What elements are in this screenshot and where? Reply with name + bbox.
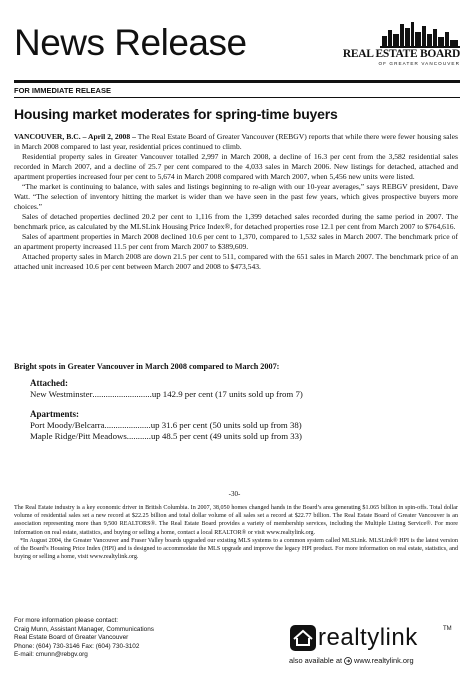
- bright-spots-list: [30, 378, 410, 442]
- board-logo: [340, 20, 460, 74]
- release-label: FOR IMMEDIATE RELEASE: [14, 86, 111, 95]
- headline: Housing market moderates for spring-time buyers: [14, 106, 338, 122]
- contact-line: For more information please contact:: [14, 617, 119, 624]
- realtylink-logo: [285, 624, 460, 670]
- realtylink-url[interactable]: www.realtylink.org: [354, 656, 414, 665]
- area-value: up 31.6 per cent (50 units sold up from 38): [150, 420, 302, 430]
- paragraph: Attached property sales in March 2008 are down 21.5 per cent to 511, compared with the 651 sales in March 2007. The benchmark price of an attached unit increased 10.6 per cent between March 2007 and 2008 to $473,543.: [14, 252, 458, 271]
- trademark-mark: TM: [443, 626, 452, 632]
- page-title: News Release: [14, 22, 247, 63]
- area-value: up 142.9 per cent (17 units sold up from 7): [151, 389, 303, 399]
- footer-notes: [14, 504, 458, 561]
- contact-block: [14, 617, 154, 660]
- dot-leader: .....................: [104, 420, 151, 430]
- contact-line: Phone: (604) 730-3146 Fax: (604) 730-3102: [14, 642, 140, 650]
- footer-paragraph: The Real Estate industry is a key economic driver in British Columbia. In 2007, 38,050 homes changed hands in the Board’s area generating $1.065 billion in spin-offs. Total dollar volume of residential sales set a new record at $22.25 billion and total dollar volume of all sales set a record at $22.77 billion. The Real Estate Board of Greater Vancouver is an association representing more than 9,500 REALTORS®. The Real Estate Board provides a variety of membership services, including the Multiple Listing Service®. For more information on real estate, statistics, and buying or selling a home, contact a local REALTOR® or visit www.realtylink.org.: [14, 505, 458, 536]
- paragraph: “The market is continuing to balance, with sales and listings beginning to re-align with our 10-year averages,” says REBGV president, Dave Watt. “The selection of inventory hitting the market is wider than we have seen in the past few years, which gives prospective buyers more choices.”: [14, 182, 458, 211]
- skyline-icon: [380, 20, 460, 48]
- also-available-label: also available at: [289, 656, 343, 665]
- contact-line: Real Estate Board of Greater Vancouver: [14, 634, 129, 642]
- end-marker: -30-: [228, 490, 241, 498]
- dot-leader: ...........: [126, 431, 151, 441]
- list-item: [30, 431, 410, 442]
- paragraph-intro-text: The Real Estate Board of Greater Vancouver (REBGV) reports that while there were fewer housing sales in March 2008 compared to last year, residential prices continued to climb.: [14, 132, 458, 151]
- release-rule: [14, 97, 460, 98]
- paragraph: Sales of detached properties declined 20.2 per cent to 1,116 from the 1,399 detached sales recorded during the same period in 2007. The benchmark price, as calculated by the MLSLink Housing Price Index®, for detached properties rose 12.1 per cent from March 2007 to $764,616.: [14, 212, 458, 231]
- arrow-icon: [344, 657, 352, 665]
- paragraph: Sales of apartment properties in March 2008 declined 10.6 per cent to 1,370, compared to 1,532 sales in March 2007. The benchmark price of an apartment property increased 11.5 per cent from March 2007 to $389,609.: [14, 232, 458, 251]
- logo-subtitle: OF GREATER VANCOUVER: [378, 61, 460, 66]
- header-rule: [14, 80, 460, 83]
- area-name: Port Moody/Belcarra: [30, 420, 105, 430]
- dot-leader: ...........................: [92, 389, 152, 399]
- dateline: VANCOUVER, B.C. – April 2, 2008 –: [14, 132, 136, 141]
- contact-line: Craig Munn, Assistant Manager, Communications: [14, 625, 154, 633]
- contact-email[interactable]: E-mail: cmunn@rebgv.org: [14, 651, 88, 659]
- apartments-label: Apartments:: [30, 409, 79, 419]
- realtylink-url-line: [289, 656, 414, 665]
- footer-paragraph: *In August 2004, the Greater Vancouver and Fraser Valley boards upgraded our existing MLS systems to a common system called MLSLink. MLSLink® HPI is the latest version of the Board’s Housing Price Index (HPI) and is designed to accommodate the MLS upgrade and improve the legacy HPI product. For more information on real estate, statistics, and buying or selling a home, visit www.realtylink.org.: [14, 537, 458, 561]
- logo-name: REAL ESTATE BOARD: [342, 48, 460, 60]
- house-icon: [289, 624, 317, 652]
- bright-spots-heading: Bright spots in Greater Vancouver in March 2008 compared to March 2007:: [14, 362, 280, 371]
- attached-label: Attached:: [30, 378, 68, 388]
- area-name: New Westminster: [30, 389, 93, 399]
- article-body: [14, 132, 458, 272]
- paragraph: Residential property sales in Greater Vancouver totalled 2,997 in March 2008, a decline of 16.3 per cent from the 3,582 residential sales recorded in March 2007, and a decline of 25.7 per cent compared to the 4,033 sales in March 2006. New listings for detached, attached and apartment properties increased four per cent to 5,674 in March 2008 compared with March 2007, when 5,456 new units were listed.: [14, 152, 458, 181]
- realtylink-wordmark: realtylink: [318, 624, 418, 651]
- list-item: [30, 420, 410, 431]
- area-name: Maple Ridge/Pitt Meadows: [30, 431, 127, 441]
- area-value: up 48.5 per cent (49 units sold up from 33): [150, 431, 302, 441]
- paragraph-intro: [14, 132, 458, 152]
- list-item: [30, 389, 410, 400]
- page-header: [14, 20, 460, 76]
